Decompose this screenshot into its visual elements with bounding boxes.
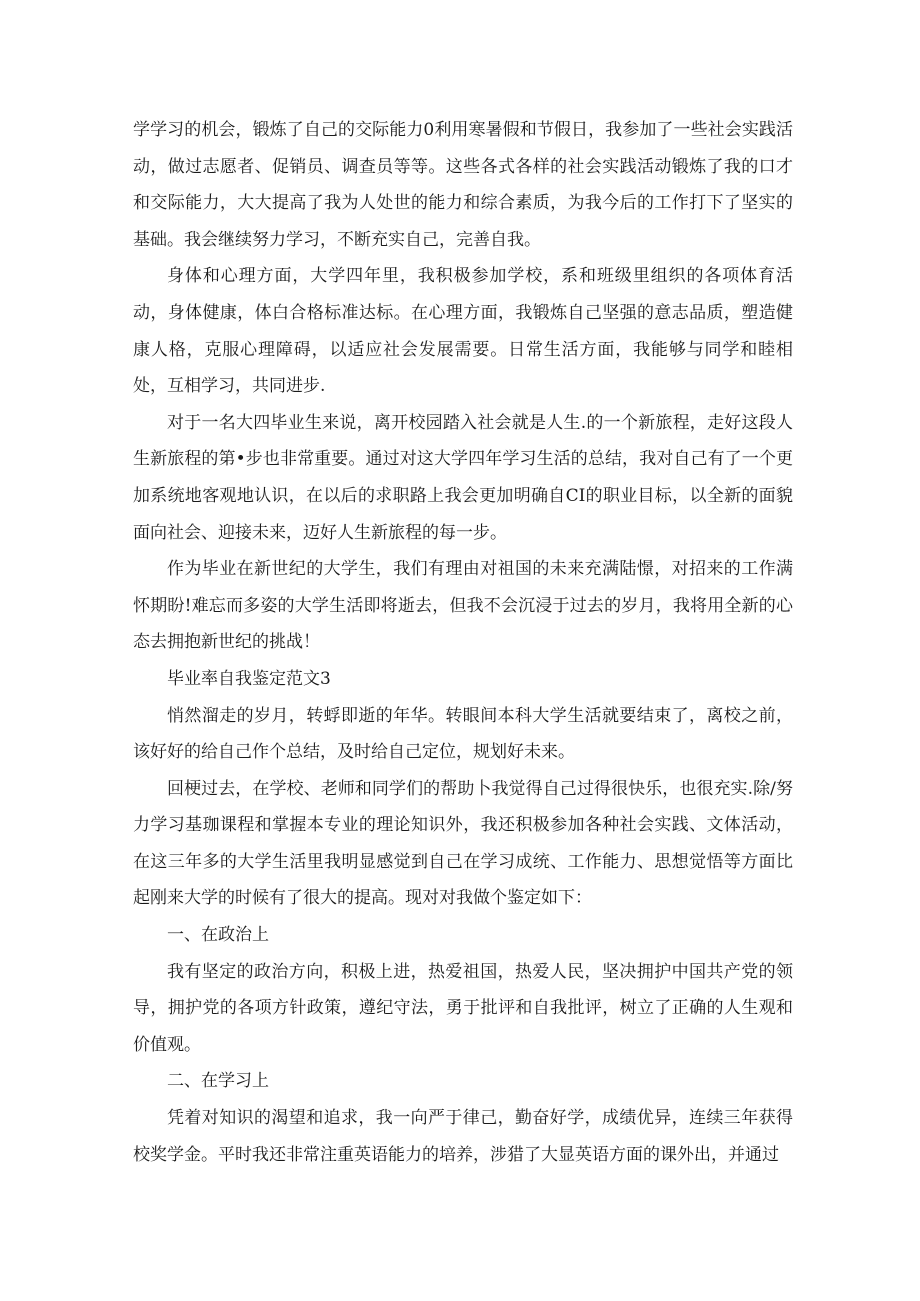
section-heading-study: 二、在学习上 bbox=[167, 1071, 269, 1092]
paragraph-new-journey: 对于一名大四毕业生来说，离开校园踏入社会就是人生.的一个新旅程，走好这段人生新旅程的第•步也非常重要。通过对这大学四年学习生活的总结，我对自己有了一个更加系统地客观地认识，在以后的求职路上我会更加明确自CI的职业目标，以全新的面貌面向社会、迎接未来，迈好人生新旅程的每一步。 bbox=[133, 412, 793, 543]
paragraph-years-pass: 悄然溜走的岁月，转蜉即逝的年华。转眼间本科大学生活就要结束了，离校之前，该好好的给自己作个总结，及时给自己定位，规划好未来。 bbox=[133, 705, 793, 763]
paragraph-body-mind: 身体和心理方面，大学四年里，我积极参加学校，系和班级里组织的各项体育活动，身体健康，体白合格标准达标。在心理方面，我锻炼自己坚强的意志品质，塑造健康人格，克服心理障碍，以适应社会发展需要。日常生活方面，我能够与同学和睦相处，互相学习，共同进步. bbox=[133, 266, 793, 397]
paragraph-looking-back: 回梗过去，在学校、老师和同学们的帮助卜我觉得自己过得很快乐，也很充实.除/努力学习基珈课程和掌握本专业的理论知识外，我还积极参加各种社会实践、文体活动，在这三年多的大学生活里我明显感觉到自己在学习成统、工作能力、思想觉悟等方面比起刚来大学的时候有了很大的提高。现对对我做个鉴定如下： bbox=[133, 778, 793, 909]
section-heading-politics: 一、在政治上 bbox=[167, 925, 269, 946]
paragraph-social-practice: 学学习的机会，锻炼了自己的交际能力0利用寒暑假和节假日，我参加了一些社会实践活动，做过志愿者、促销员、调查员等等。这些各式各样的社会实践活动锻炼了我的口才和交际能力，大大提高了我为人处世的能力和综合素质，为我今后的工作打下了坚实的基础。我会继续努力学习，不断充实自己，完善自我。 bbox=[133, 120, 793, 250]
paragraph-politics: 我有坚定的政治方向，积极上进，热爱祖国，热爱人民，坚决拥护中国共产党的领导，拥护党的各项方针政策，遵纪守法，勇于批评和自我批评，树立了正确的人生观和价值观。 bbox=[133, 961, 793, 1055]
paragraph-new-century: 作为毕业在新世纪的大学生，我们有理由对祖国的未来充满陆憬，对招来的工作满怀期盼!难忘而多姿的大学生活即将逝去，但我不会沉浸于过去的岁月，我将用全新的心态去拥抱新世纪的挑战！ bbox=[133, 559, 793, 653]
paragraph-study: 凭着对知识的渴望和追求，我一向严于律己，勤奋好学，成绩优异，连续三年获得校奖学金。平时我还非常注重英语能力的培养，涉猎了大显英语方面的课外出，并通过 bbox=[133, 1108, 793, 1165]
section-heading-sample-3: 毕业率自我鉴定范文3 bbox=[167, 668, 331, 689]
document-body bbox=[133, 112, 793, 1173]
